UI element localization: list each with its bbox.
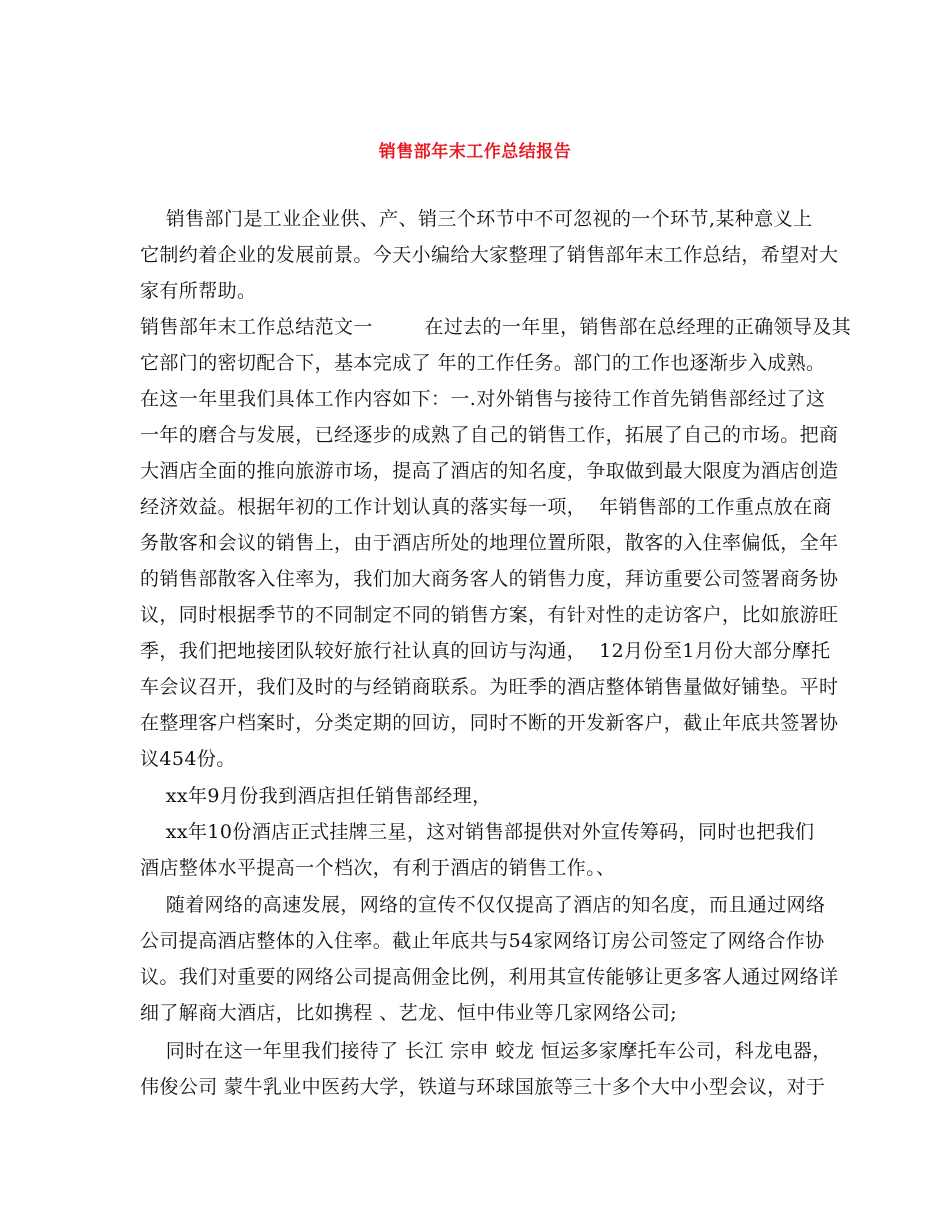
- body-text-line: 它部门的密切配合下，基本完成了 年的工作任务。部门的工作也逐渐步入成熟。: [140, 352, 826, 374]
- body-text-line: 在这一年里我们具体工作内容如下：一.对外销售与接待工作首先销售部经过了这: [140, 388, 826, 410]
- body-text-line: 酒店整体水平提高一个档次，有利于酒店的销售工作。、: [140, 857, 616, 879]
- body-text-line: 细了解商大酒店，比如携程 、艺龙、恒中伟业等几家网络公司;: [140, 1002, 678, 1024]
- body-text-line: xx年10份酒店正式挂牌三星，这对销售部提供对外宣传筹码，同时也把我们: [140, 821, 815, 843]
- body-text-line: 务散客和会议的销售上，由于酒店所处的地理位置所限，散客的入住率偏低，全年: [140, 532, 839, 554]
- document-title: 销售部年末工作总结报告: [378, 142, 572, 162]
- body-text-line: 的销售部散客入住率为，我们加大商务客人的销售力度，拜访重要公司签署商务协: [140, 568, 839, 590]
- body-text-line: 公司提高酒店整体的入住率。截止年底共与54家网络订房公司签定了网络合作协: [140, 930, 825, 952]
- body-text-line: 经济效益。根据年初的工作计划认真的落实每一项， 年销售部的工作重点放在商: [140, 496, 832, 518]
- body-text-line: 在整理客户档案时，分类定期的回访，同时不断的开发新客户，截止年底共签署协: [140, 712, 839, 734]
- body-text-line: 伟俊公司 蒙牛乳业中医药大学，铁道与环球国旅等三十多个大中小型会议，对于: [140, 1076, 826, 1098]
- body-text-line: 议454份。: [140, 748, 236, 770]
- body-text-line: 季，我们把地接团队较好旅行社认真的回访与沟通， 12月份至1月份大部分摩托: [140, 640, 831, 662]
- body-text-line: 家有所帮助。: [140, 280, 257, 302]
- body-text-line: xx年9月份我到酒店担任销售部经理，: [140, 785, 492, 807]
- body-text-line: 议，同时根据季节的不同制定不同的销售方案，有针对性的走访客户，比如旅游旺: [140, 604, 839, 626]
- body-text-line: 随着网络的高速发展，网络的宣传不仅仅提高了酒店的知名度，而且通过网络: [140, 894, 826, 916]
- body-text-line: 车会议召开，我们及时的与经销商联系。为旺季的酒店整体销售量做好铺垫。平时: [140, 676, 839, 698]
- body-text-line: 同时在这一年里我们接待了 长江 宗申 蛟龙 恒运多家摩托车公司，科龙电器，: [140, 1040, 832, 1062]
- body-text-line: 销售部门是工业企业供、产、销三个环节中不可忽视的一个环节,某种意义上: [140, 208, 813, 230]
- body-text-line: 一年的磨合与发展，已经逐步的成熟了自己的销售工作，拓展了自己的市场。把商: [140, 424, 839, 446]
- body-text-line: 销售部年末工作总结范文一 在过去的一年里，销售部在总经理的正确领导及其: [140, 316, 852, 338]
- body-text-line: 大酒店全面的推向旅游市场，提高了酒店的知名度，争取做到最大限度为酒店创造: [140, 460, 839, 482]
- body-text-line: 它制约着企业的发展前景。今天小编给大家整理了销售部年末工作总结，希望对大: [140, 244, 839, 266]
- body-text-line: 议。我们对重要的网络公司提高佣金比例，利用其宣传能够让更多客人通过网络详: [140, 966, 839, 988]
